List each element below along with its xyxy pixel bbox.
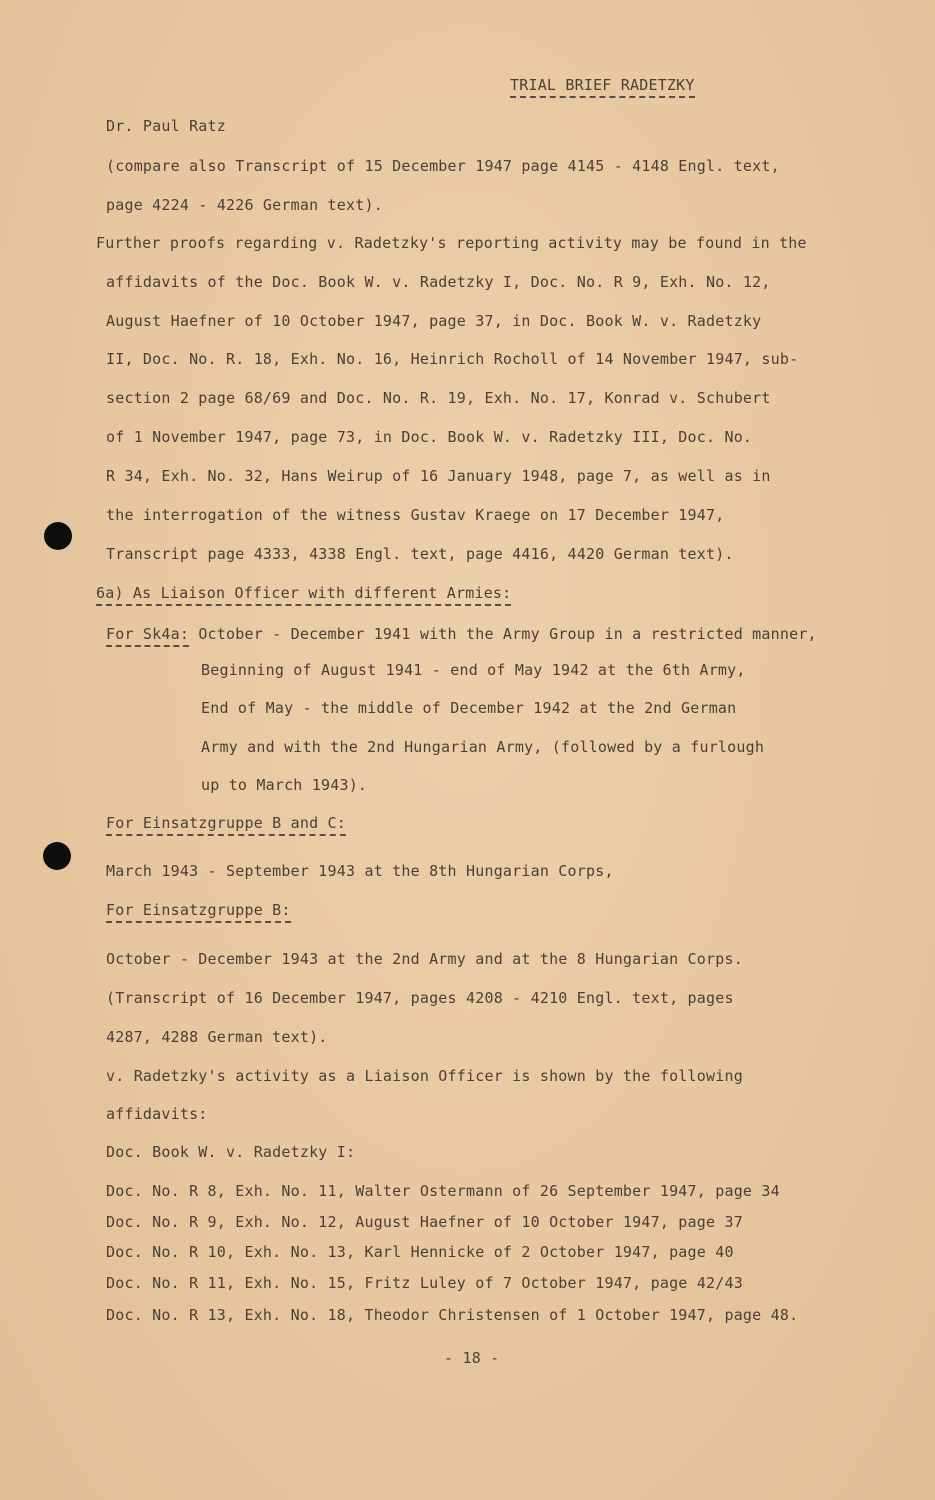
text-line: v. Radetzky's activity as a Liaison Officer is shown by the following [106, 1067, 743, 1085]
text-line: October - December 1943 at the 2nd Army and at the 8 Hungarian Corps. [106, 950, 743, 968]
text-line: section 2 page 68/69 and Doc. No. R. 19, Exh. No. 17, Konrad v. Schubert [106, 389, 771, 407]
text-line: of 1 November 1947, page 73, in Doc. Book W. v. Radetzky III, Doc. No. [106, 428, 753, 446]
text-line: page 4224 - 4226 German text). [106, 196, 383, 214]
text-line: March 1943 - September 1943 at the 8th Hungarian Corps, [106, 862, 614, 880]
page-number: - 18 - [444, 1349, 500, 1367]
text-line: End of May - the middle of December 1942 at the 2nd German [201, 699, 737, 717]
punch-hole [44, 522, 72, 550]
text-line: affidavits of the Doc. Book W. v. Radetzky I, Doc. No. R 9, Exh. No. 12, [106, 273, 771, 291]
text-line: Beginning of August 1941 - end of May 1942 at the 6th Army, [201, 661, 746, 679]
ekbc-label: For Einsatzgruppe B and C: [106, 814, 346, 832]
doc-entry: Doc. No. R 11, Exh. No. 15, Fritz Luley of 7 October 1947, page 42/43 [106, 1274, 743, 1292]
skia-row [106, 625, 817, 643]
ekb-label: For Einsatzgruppe B: [106, 901, 291, 919]
text-line: the interrogation of the witness Gustav Kraege on 17 December 1947, [106, 506, 725, 524]
docbook-heading: Doc. Book W. v. Radetzky I: [106, 1143, 356, 1161]
text-line: (compare also Transcript of 15 December 1947 page 4145 - 4148 Engl. text, [106, 157, 780, 175]
doc-entry: Doc. No. R 9, Exh. No. 12, August Haefner of 10 October 1947, page 37 [106, 1213, 743, 1231]
header-title: TRIAL BRIEF RADETZKY [510, 76, 695, 94]
text-line: up to March 1943). [201, 776, 368, 794]
text-line: October - December 1941 with the Army Group in a restricted manner, [198, 625, 817, 643]
text-line: 4287, 4288 German text). [106, 1028, 328, 1046]
skia-label: For Sk4a: [106, 625, 189, 647]
text-line: August Haefner of 10 October 1947, page 37, in Doc. Book W. v. Radetzky [106, 312, 762, 330]
text-line: II, Doc. No. R. 18, Exh. No. 16, Heinrich Rocholl of 14 November 1947, sub- [106, 350, 799, 368]
doc-entry: Doc. No. R 10, Exh. No. 13, Karl Hennicke of 2 October 1947, page 40 [106, 1243, 734, 1261]
addressee: Dr. Paul Ratz [106, 117, 226, 135]
doc-entry: Doc. No. R 13, Exh. No. 18, Theodor Christensen of 1 October 1947, page 48. [106, 1306, 799, 1324]
doc-entry: Doc. No. R 8, Exh. No. 11, Walter Ostermann of 26 September 1947, page 34 [106, 1182, 780, 1200]
text-line: Transcript page 4333, 4338 Engl. text, page 4416, 4420 German text). [106, 545, 734, 563]
text-line: affidavits: [106, 1105, 208, 1123]
punch-hole [43, 842, 71, 870]
text-line: R 34, Exh. No. 32, Hans Weirup of 16 January 1948, page 7, as well as in [106, 467, 771, 485]
text-line: Army and with the 2nd Hungarian Army, (followed by a furlough [201, 738, 765, 756]
text-line: (Transcript of 16 December 1947, pages 4208 - 4210 Engl. text, pages [106, 989, 734, 1007]
section-heading: 6a) As Liaison Officer with different Armies: [96, 584, 511, 602]
text-line: Further proofs regarding v. Radetzky's reporting activity may be found in the [96, 234, 807, 252]
